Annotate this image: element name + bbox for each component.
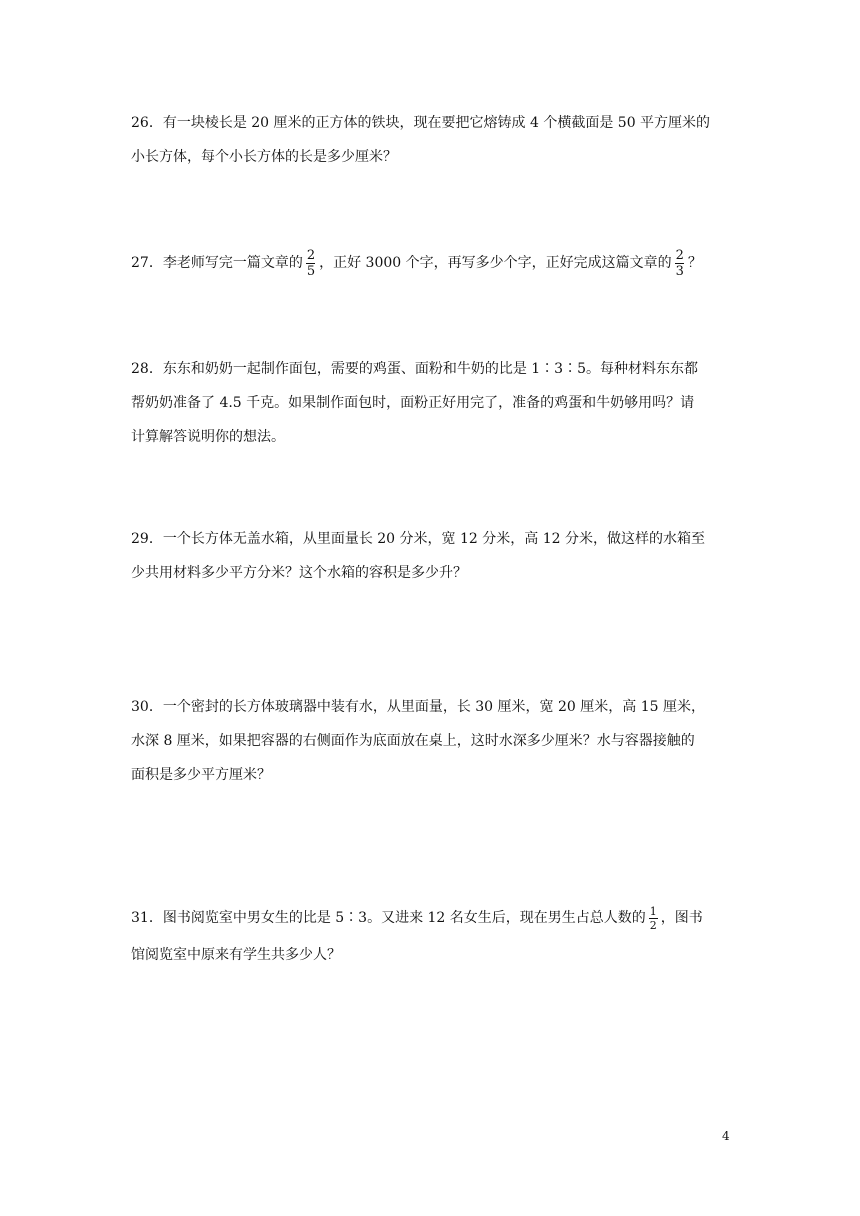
- problem-29-line-1: 29．一个长方体无盖水箱，从里面量长 20 分米，宽 12 分米，高 12 分米，做这样的水箱至: [131, 531, 705, 547]
- problem-31-text-before: 31．图书阅览室中男女生的比是 5∶3。又进来 12 名女生后，现在男生占总人数的: [131, 910, 646, 926]
- fraction-denominator: 3: [675, 263, 684, 279]
- problem-28-line-1: 28．东东和奶奶一起制作面包，需要的鸡蛋、面粉和牛奶的比是 1∶3∶5。每种材料东东都: [131, 361, 698, 377]
- problem-30-line-1: 30．一个密封的长方体玻璃器中装有水，从里面量，长 30 厘米，宽 20 厘米，高 15 厘米，: [131, 699, 705, 715]
- problem-31-text-after: ，图书: [660, 910, 703, 926]
- fraction-denominator: 2: [649, 918, 657, 932]
- problem-28-line-3: 计算解答说明你的想法。: [131, 429, 285, 445]
- fraction-two-fifths: [305, 249, 317, 278]
- problem-26-line-1: 26．有一块棱长是 20 厘米的正方体的铁块，现在要把它熔铸成 4 个横截面是 50 平方厘米的: [131, 115, 711, 131]
- problem-29-line-2: 少共用材料多少平方分米？这个水箱的容积是多少升？: [131, 565, 467, 581]
- fraction-numerator: 2: [675, 247, 684, 263]
- problem-30-line-2: 水深 8 厘米，如果把容器的右侧面作为底面放在桌上，这时水深多少厘米？水与容器接触的: [131, 733, 695, 749]
- problem-28-line-2: 帮奶奶准备了 4.5 千克。如果制作面包时，面粉正好用完了，准备的鸡蛋和牛奶够用吗？请: [131, 395, 695, 411]
- problem-27-text-before: 27．李老师写完一篇文章的: [131, 255, 303, 271]
- problem-31-line-2: 馆阅览室中原来有学生共多少人？: [131, 947, 341, 963]
- problem-27-text-after: ？: [687, 255, 702, 271]
- fraction-numerator: 2: [306, 247, 316, 263]
- problem-30-line-3: 面积是多少平方厘米？: [131, 767, 271, 783]
- problem-27-text-middle: ，正好 3000 个字，再写多少个字，正好完成这篇文章的: [319, 255, 672, 271]
- problem-31-line-1: [131, 901, 703, 935]
- fraction-denominator: 5: [306, 263, 316, 279]
- fraction-numerator: 1: [649, 904, 657, 918]
- problem-26-line-2: 小长方体，每个小长方体的长是多少厘米？: [131, 149, 397, 165]
- page-number: 4: [722, 1129, 730, 1143]
- fraction-two-thirds: [674, 249, 686, 278]
- fraction-one-half: [648, 906, 659, 931]
- problem-27-line-1: [131, 242, 702, 284]
